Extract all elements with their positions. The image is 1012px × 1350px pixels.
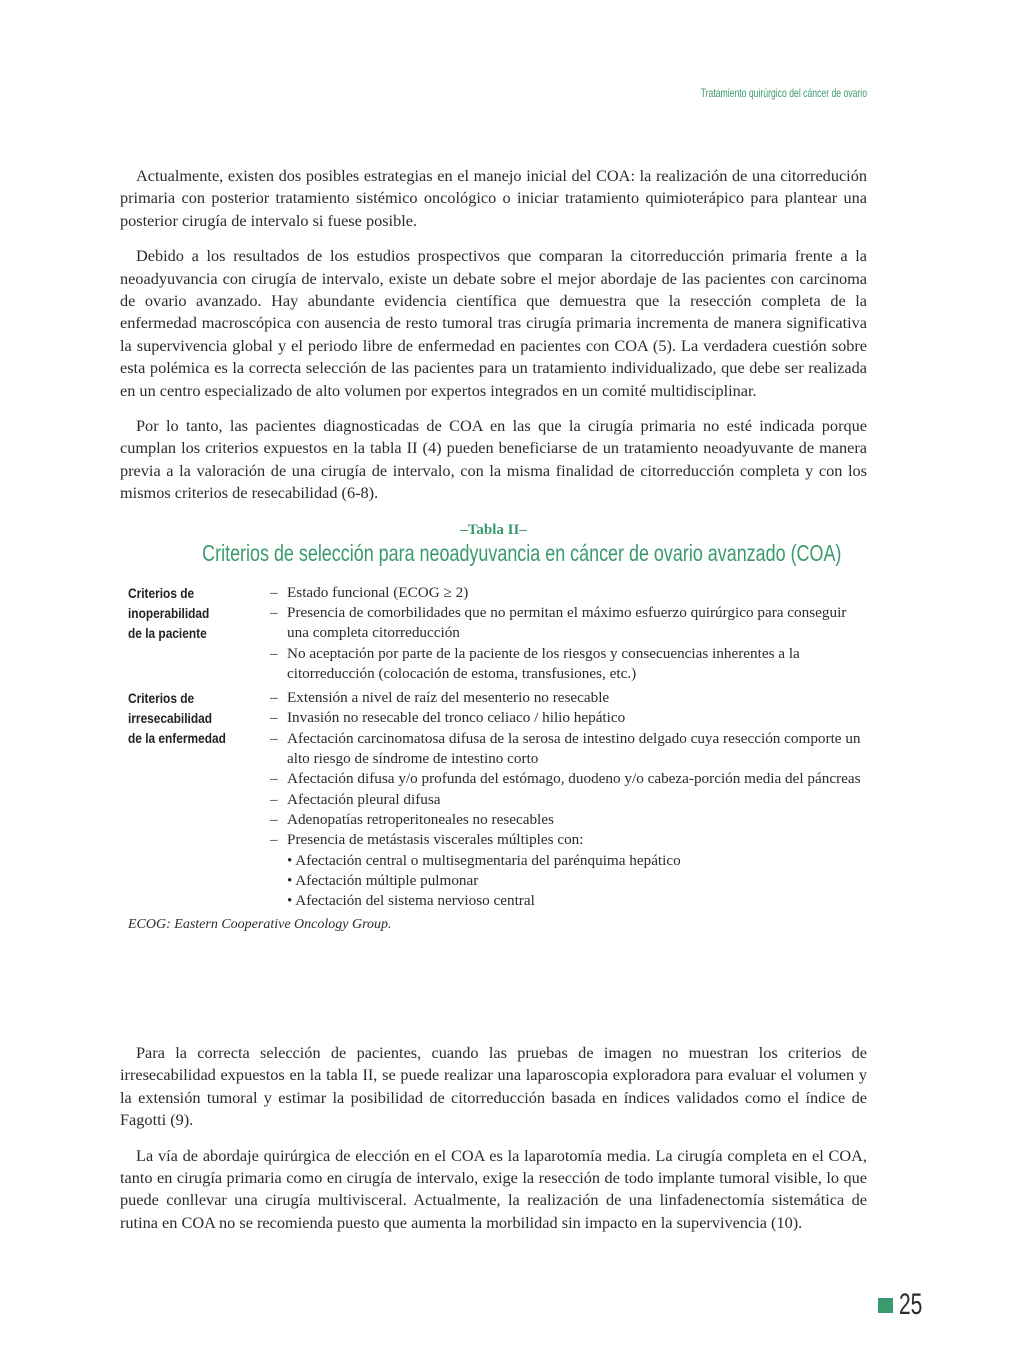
table-group-inoperability: [120, 583, 867, 684]
group-label-line: inoperabilidad: [128, 604, 210, 621]
table-number: –Tabla II–: [460, 521, 527, 538]
group-label-line: de la paciente: [128, 624, 207, 641]
paragraph: La vía de abordaje quirúrgica de elección en el COA es la laparotomía media. La cirugía completa en el COA, tanto en cirugía primaria como en cirugía de intervalo, exige la resección de todo implante tumoral visible, lo que puede conllevar una cirugía multivisceral. Actualmente, la realización de una linfadenectomía sistemática de rutina en COA no se recomienda puesto que aumenta la morbilidad sin impacto en la supervivencia (10).: [120, 1145, 867, 1232]
page-number: [878, 1288, 932, 1322]
paragraph: Para la correcta selección de pacientes, cuando las pruebas de imagen no muestran los criterios de irresecabilidad expuestos en la tabla II, se puede realizar una laparoscopia exploradora para evaluar el volumen y la extensión tumoral y estimar la posibilidad de citorreducción basada en índices validados como el índice de Fagotti (9).: [120, 1043, 867, 1130]
page-body-lower: [120, 1042, 867, 1247]
criterion-item: – Afectación pleural difusa: [270, 790, 867, 810]
group-label-line: irresecabilidad: [128, 710, 213, 727]
group-label: [120, 688, 270, 911]
criterion-item: – Presencia de comorbilidades que no permitan el máximo esfuerzo quirúrgico para conseguir una completa citorreducción: [270, 603, 867, 644]
table-caption: [120, 521, 867, 567]
criterion-item: – Presencia de metástasis viscerales múltiples con:: [270, 830, 867, 850]
criterion-item: – Extensión a nivel de raíz del mesenterio no resecable: [270, 688, 867, 708]
paragraph: Debido a los resultados de los estudios prospectivos que comparan la citorreducción primaria frente a la neoadyuvancia con cirugía de intervalo, existe un debate sobre el mejor abordaje de las pacientes con carcinoma de ovario avanzado. Hay abundante evidencia científica que demuestra que la resección completa de la enfermedad macroscópica con ausencia de resto tumoral tras cirugía primaria incrementa de manera significativa la supervivencia global y el periodo libre de enfermedad en pacientes con COA (5). La verdadera cuestión sobre esta polémica es la correcta selección de las pacientes para un tratamiento individualizado, que debe ser realizada en un centro especializado de alto volumen por expertos integrados en un comité multidisciplinar.: [120, 246, 867, 400]
group-label-line: Criterios de: [128, 584, 195, 601]
paragraph: Actualmente, existen dos posibles estrategias en el manejo inicial del COA: la realización de una citorredución primaria con posterior tratamiento sistémico oncológico o iniciar tratamiento quimioterápico para plantear una posterior cirugía de intervalo si fuese posible.: [120, 166, 867, 230]
table-group-irresecability: [120, 688, 867, 911]
criterion-item: – Afectación carcinomatosa difusa de la serosa de intestino delgado cuya resección comporte un alto riesgo de síndrome de intestino corto: [270, 729, 867, 770]
criterion-item: – No aceptación por parte de la paciente de los riesgos y consecuencias inherentes a la citorreducción (colocación de estoma, transfusiones, etc.): [270, 644, 867, 685]
page-marker-icon: [878, 1298, 893, 1313]
criterion-item: – Estado funcional (ECOG ≥ 2): [270, 583, 867, 603]
group-label-line: Criterios de: [128, 690, 195, 707]
running-header: Tratamiento quirúrgico del cáncer de ovario: [700, 86, 867, 100]
table-footnote: ECOG: Eastern Cooperative Oncology Group.: [128, 917, 392, 933]
criteria-table: [120, 583, 867, 936]
criterion-subitem: • Afectación central o multisegmentaria del parénquima hepático: [287, 851, 681, 869]
table-title: Criterios de selección para neoadyuvancia en cáncer de ovario avanzado (COA): [202, 539, 842, 566]
group-label: [120, 583, 270, 684]
criterion-item: – Adenopatías retroperitoneales no resecables: [270, 810, 867, 830]
criterion-subitem: • Afectación múltiple pulmonar: [287, 871, 479, 889]
page-body: [120, 165, 867, 936]
page-number-text: 25: [898, 1288, 922, 1321]
criterion-subitem: • Afectación del sistema nervioso central: [287, 892, 535, 910]
criteria-list: [270, 583, 867, 684]
criteria-list: [270, 688, 867, 911]
group-label-line: de la enfermedad: [128, 730, 226, 747]
paragraph: Por lo tanto, las pacientes diagnosticadas de COA en las que la cirugía primaria no esté indicada porque cumplan los criterios expuestos en la tabla II (4) pueden beneficiarse de un tratamiento neoadyuvante de manera previa a la valoración de una cirugía de intervalo, con la misma finalidad de citorreducción completa y con los mismos criterios de resecabilidad (6-8).: [120, 416, 867, 503]
criterion-item: – Invasión no resecable del tronco celiaco / hilio hepático: [270, 708, 867, 728]
criterion-item: – Afectación difusa y/o profunda del estómago, duodeno y/o cabeza-porción media del páncreas: [270, 769, 867, 789]
